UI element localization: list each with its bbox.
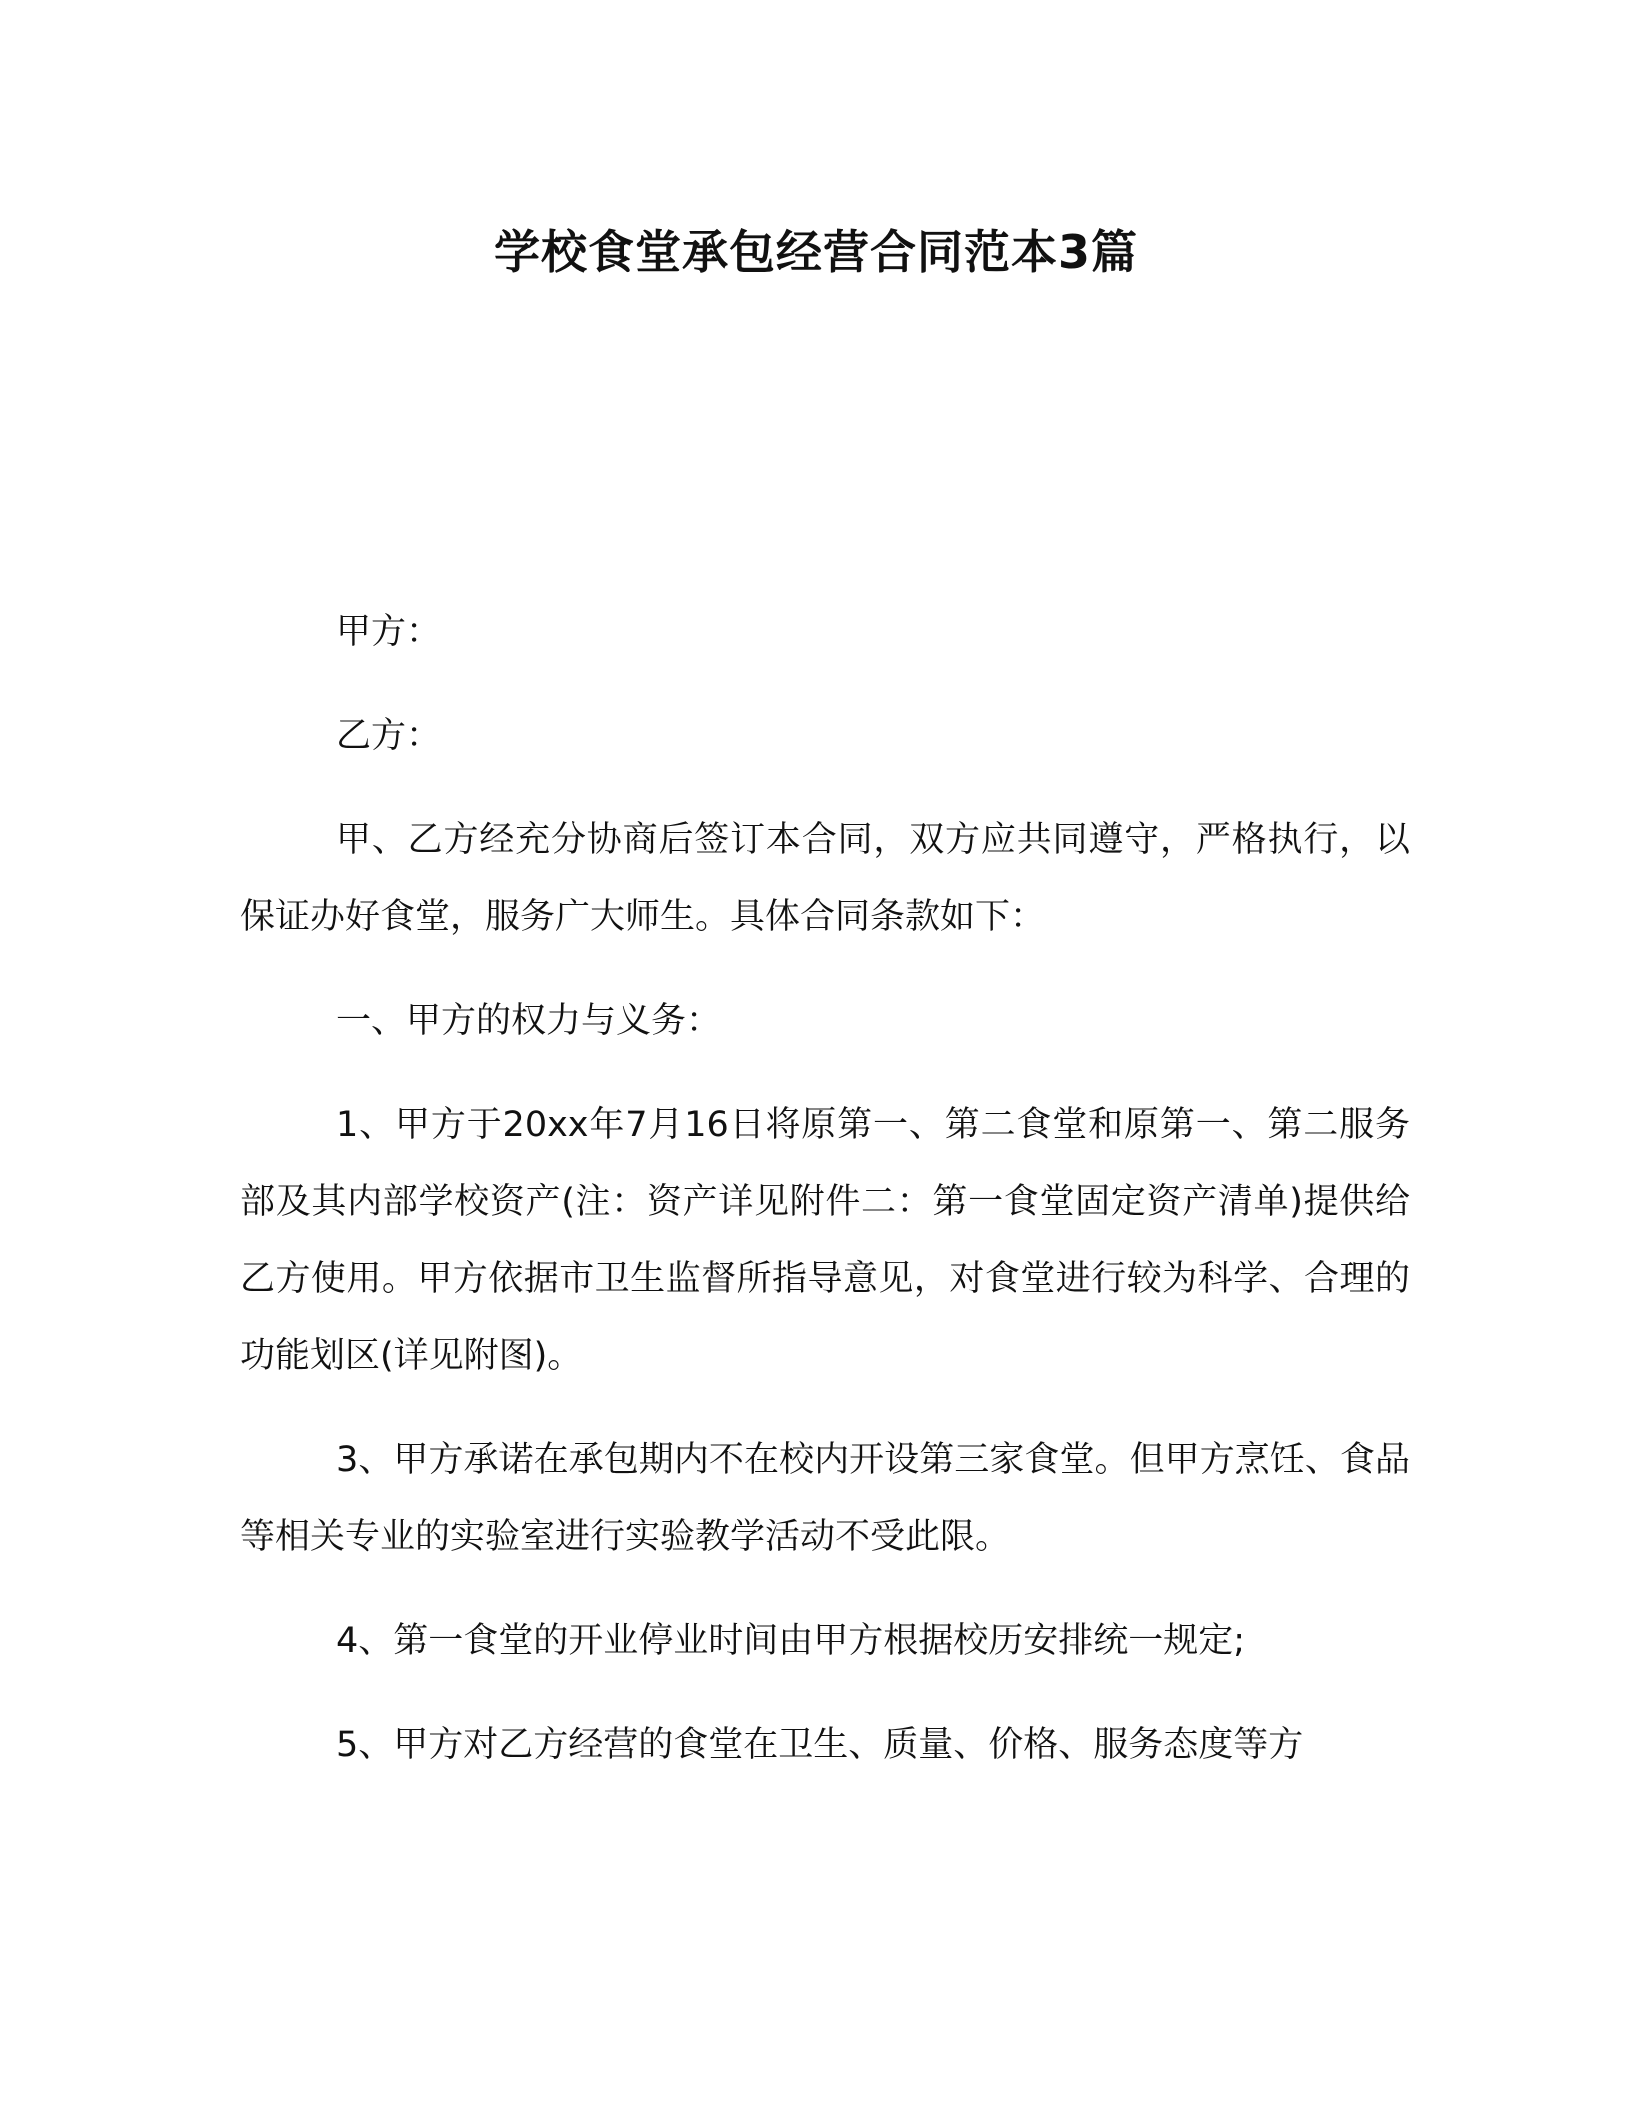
document-title: 学校食堂承包经营合同范本3篇 <box>493 225 1138 279</box>
clause-3: 3、甲方承诺在承包期内不在校内开设第三家食堂。但甲方烹饪、食品等相关专业的实验室进行实验教学活动不受此限。 <box>240 1440 1410 1557</box>
party-b-line: 乙方： <box>336 716 442 756</box>
clause-1: 1、甲方于20xx年7月16日将原第一、第二食堂和原第一、第二服务部及其内部学校资产(注：资产详见附件二：第一食堂固定资产清单)提供给乙方使用。甲方依据市卫生监督所指导意见，对食堂进行较为科学、合理的功能划区(详见附图)。 <box>240 1105 1410 1376</box>
document-body <box>240 594 1410 1811</box>
clause-5: 5、甲方对乙方经营的食堂在卫生、质量、价格、服务态度等方 <box>336 1725 1304 1765</box>
intro-paragraph: 甲、乙方经充分协商后签订本合同，双方应共同遵守，严格执行，以保证办好食堂，服务广大师生。具体合同条款如下： <box>240 820 1410 937</box>
clause-4: 4、第一食堂的开业停业时间由甲方根据校历安排统一规定; <box>336 1621 1246 1661</box>
section-heading: 一、甲方的权力与义务： <box>336 1001 722 1041</box>
party-a-line: 甲方： <box>336 612 442 652</box>
